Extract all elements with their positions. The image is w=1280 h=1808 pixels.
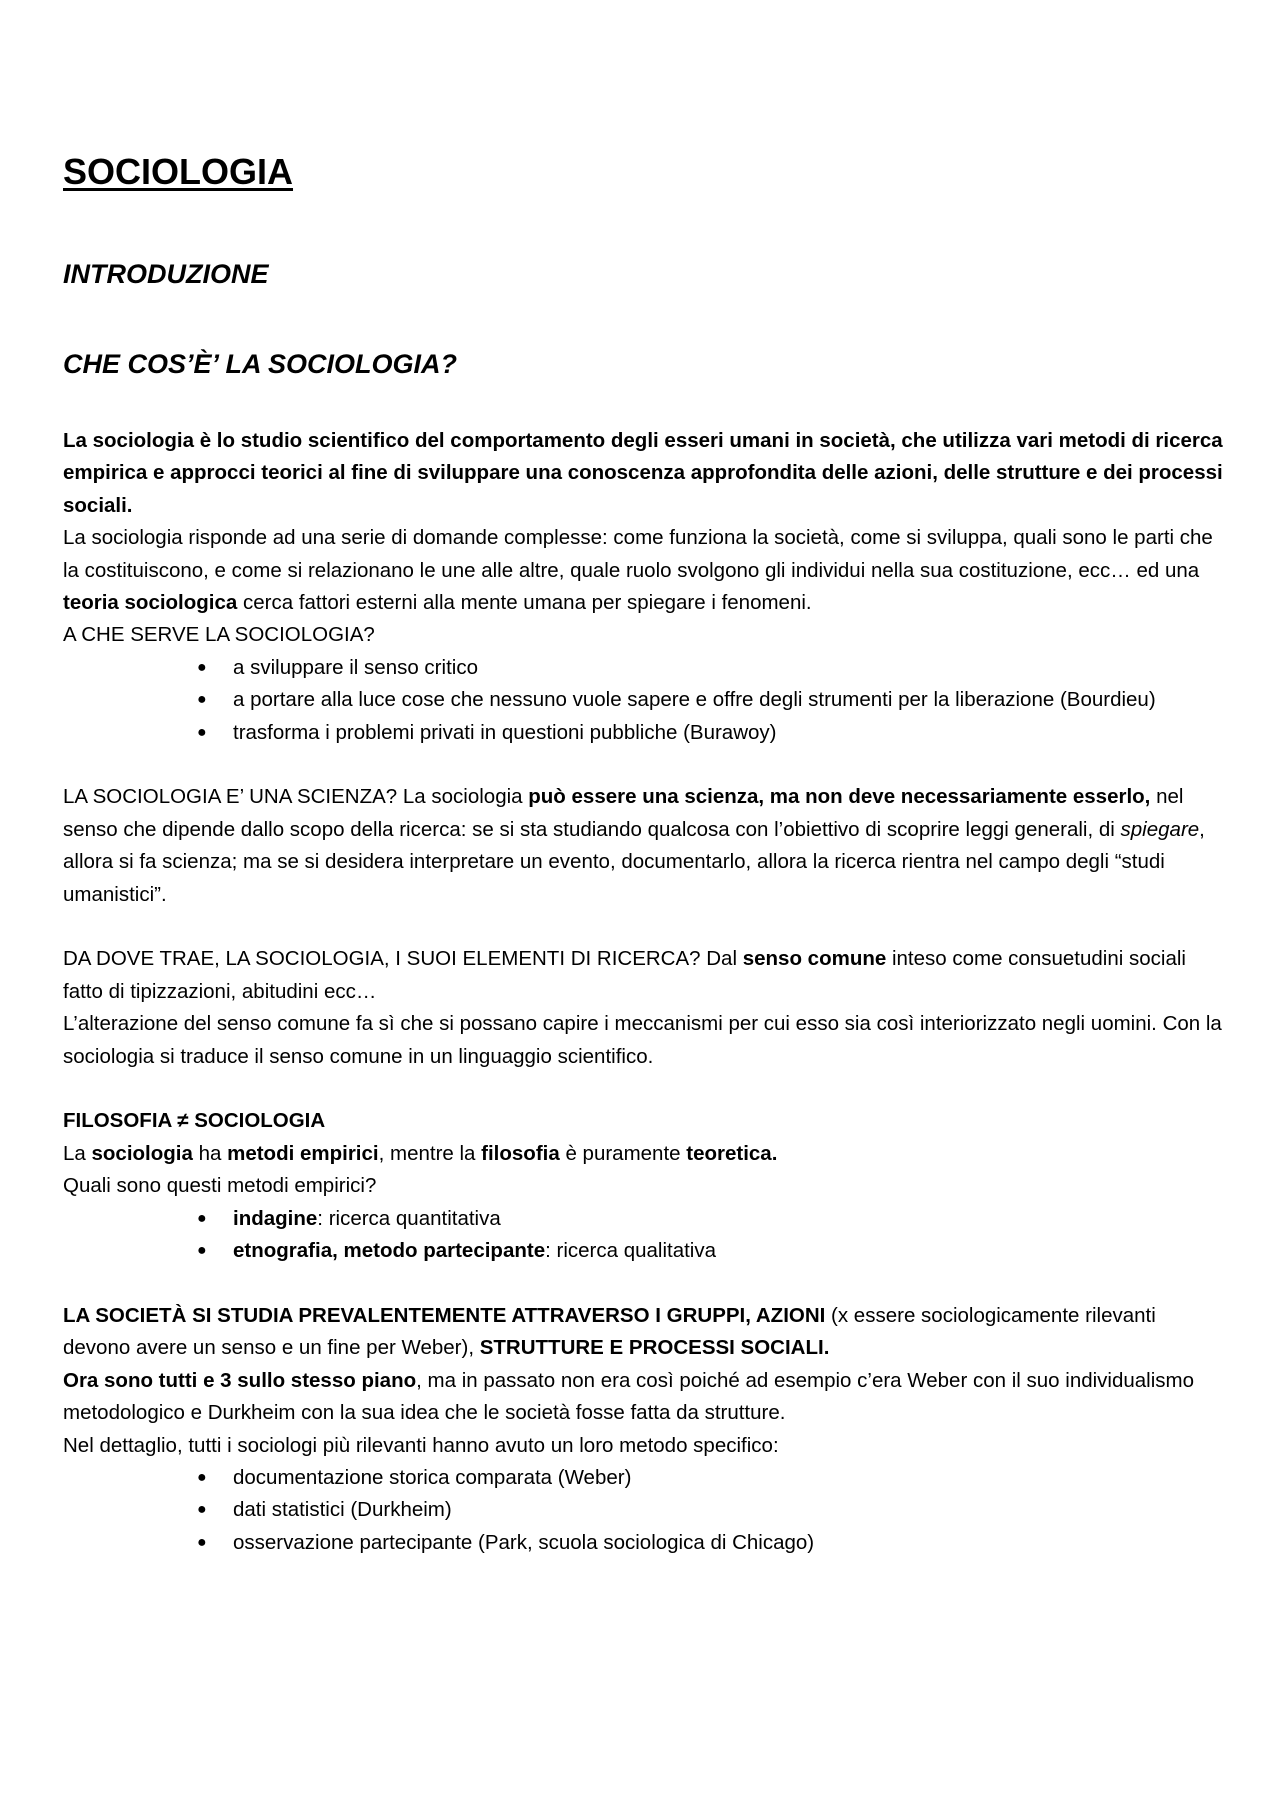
senso-comune-paragraph-2: L’alterazione del senso comune fa sì che si possano capire i meccanismi per cui esso sia così interiorizzato negli uomini. Con la sociologia si traduce il senso comune in un linguaggio scientifico. (63, 1012, 1222, 1068)
list-item-text: osservazione partecipante (Park, scuola sociologica di Chicago) (233, 1530, 815, 1554)
document-title: SOCIOLOGIA (63, 151, 294, 192)
list-item (197, 717, 1228, 749)
method-desc: : ricerca quantitativa (317, 1206, 501, 1230)
question-heading: CHE COS’È’ LA SOCIOLOGIA? (63, 349, 458, 379)
filosofia-text: , mentre la (378, 1141, 482, 1165)
societa-paragraph-3: Nel dettaglio, tutti i sociologi più rilevanti hanno avuto un loro metodo specifico: (63, 1433, 779, 1457)
serve-heading: A CHE SERVE LA SOCIOLOGIA? (63, 623, 375, 647)
bullet-icon: ● (197, 723, 207, 741)
senso-comune-text: inteso come consuetudini sociali fatto di tipizzazioni, abitudini ecc… (63, 947, 1186, 1003)
senso-comune-paragraph (63, 943, 1228, 1008)
list-item-text: a sviluppare il senso critico (233, 655, 478, 679)
list-item (197, 1494, 1228, 1526)
list-item (197, 1203, 1228, 1235)
bullet-icon: ● (197, 1242, 207, 1260)
filosofia-bold: metodi empirici (227, 1141, 379, 1165)
filosofia-question: Quali sono questi metodi empirici? (63, 1174, 377, 1198)
bullet-icon: ● (197, 1533, 207, 1551)
list-item (197, 684, 1228, 716)
method-name: etnografia, metodo partecipante (233, 1239, 546, 1263)
list-item-text: trasforma i problemi privati in questioni pubbliche (Burawoy) (233, 720, 777, 744)
list-item (197, 1527, 1228, 1559)
scienza-italic: spiegare (1120, 817, 1200, 841)
section-heading: INTRODUZIONE (63, 259, 269, 289)
bullet-icon: ● (197, 1501, 207, 1519)
filosofia-bold: teoretica. (686, 1141, 778, 1165)
bullet-icon: ● (197, 1468, 207, 1486)
spacer (63, 1073, 1228, 1105)
spacer (63, 911, 1228, 943)
definition-paragraph (63, 425, 1228, 522)
intro-bold-term: teoria sociologica (63, 591, 238, 615)
intro-text: La sociologia risponde ad una serie di domande complesse: come funziona la società, come si sviluppa, quali sono le parti che la costituiscono, e come si relazionano le une alle altre, quale ruolo svolgono gli individui nella sua costituzione, ecc… ed una (63, 526, 1213, 582)
methods-list (63, 1203, 1228, 1268)
filosofia-bold: filosofia (481, 1141, 560, 1165)
filosofia-paragraph (63, 1138, 1228, 1170)
societa-bold: Ora sono tutti e 3 sullo stesso piano (63, 1368, 417, 1392)
body-text (63, 425, 1228, 1559)
societa-paragraph (63, 1300, 1228, 1365)
scienza-bold: può essere una scienza, ma non deve necessariamente esserlo, (528, 785, 1151, 809)
bullet-icon: ● (197, 658, 207, 676)
list-item (197, 1462, 1228, 1494)
filosofia-bold: sociologia (91, 1141, 193, 1165)
spacer (63, 749, 1228, 781)
method-desc: : ricerca qualitativa (545, 1239, 717, 1263)
senso-comune-bold: senso comune (742, 947, 887, 971)
list-item (197, 652, 1228, 684)
filosofia-heading-text: FILOSOFIA ≠ SOCIOLOGIA (63, 1109, 326, 1133)
societa-text: , ma in passato non era così poiché ad esempio c’era Weber con il suo individualismo metodologico e Durkheim con la sua idea che le società fosse fatta da strutture. (63, 1368, 1195, 1425)
scienza-paragraph (63, 781, 1228, 911)
scienza-text: nel senso che dipende dallo scopo della ricerca: se si sta studiando qualcosa con l’obiettivo di scoprire leggi generali, di (63, 785, 1184, 841)
societa-text: (x essere sociologicamente rilevanti devono avere un senso e un fine per Weber), (63, 1303, 1156, 1360)
societa-bold: LA SOCIETÀ SI STUDIA PREVALENTEMENTE ATTRAVERSO I GRUPPI, AZIONI (63, 1303, 826, 1327)
filosofia-text: La (63, 1141, 92, 1165)
list-item-text: dati statistici (Durkheim) (233, 1498, 452, 1522)
list-item-text: documentazione storica comparata (Weber) (233, 1465, 632, 1489)
spacer (63, 1268, 1228, 1300)
sociologists-methods-list (63, 1462, 1228, 1559)
bullet-icon: ● (197, 1209, 207, 1227)
intro-text-end: cerca fattori esterni alla mente umana per spiegare i fenomeni. (237, 591, 812, 615)
list-item-text: a portare alla luce cose che nessuno vuole sapere e offre degli strumenti per la liberazione (Bourdieu) (233, 688, 1156, 712)
filosofia-heading (63, 1105, 1228, 1137)
filosofia-text: ha (192, 1141, 228, 1165)
intro-paragraph (63, 522, 1228, 619)
serve-list (63, 652, 1228, 749)
societa-bold: STRUTTURE E PROCESSI SOCIALI. (479, 1336, 830, 1360)
document-content (63, 150, 1228, 1554)
bullet-icon: ● (197, 691, 207, 709)
list-item (197, 1235, 1228, 1267)
senso-comune-lead: DA DOVE TRAE, LA SOCIOLOGIA, I SUOI ELEMENTI DI RICERCA? Dal (63, 947, 743, 971)
definition-bold: La sociologia è lo studio scientifico del comportamento degli esseri umani in società, che utilizza vari metodi di ricerca empirica e approcci teorici al fine di sviluppare una conoscenza approfondita delle azioni, delle strutture e dei processi sociali. (63, 429, 1223, 517)
method-name: indagine (233, 1206, 318, 1230)
scienza-text-end: , allora si fa scienza; ma se si desidera interpretare un evento, documentarlo, allora la ricerca rientra nel campo degli “studi umanistici”. (63, 817, 1205, 906)
societa-paragraph-2 (63, 1365, 1228, 1430)
filosofia-text: è puramente (559, 1141, 687, 1165)
scienza-lead: LA SOCIOLOGIA E’ UNA SCIENZA? La sociologia (63, 785, 529, 809)
